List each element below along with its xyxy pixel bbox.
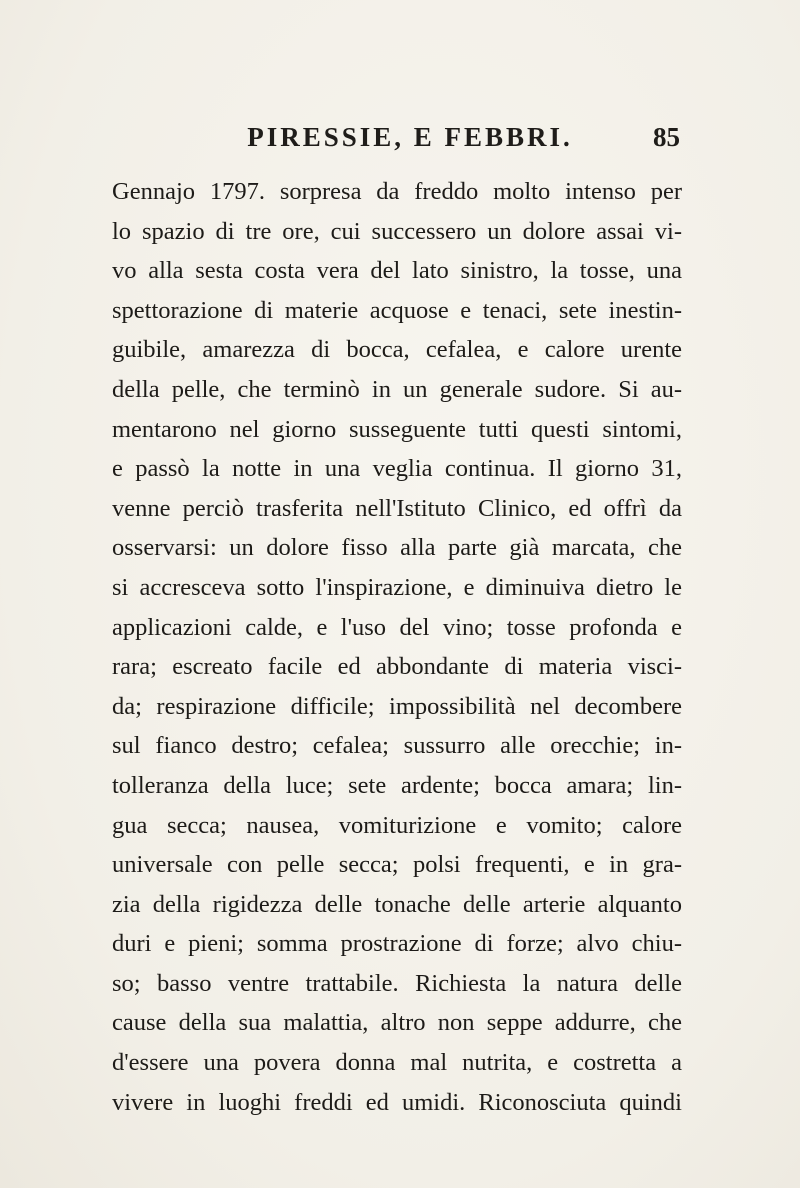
text-line: e passò la notte in una veglia continua. Il giorno 31, xyxy=(112,455,682,483)
text-line: spettorazione di materie acquose e tenaci, sete inestin- xyxy=(112,296,682,324)
text-line: venne perciò trasferita nell'Istituto Clinico, ed offrì da xyxy=(112,494,682,522)
body-text xyxy=(112,172,682,1122)
text-line: da; respirazione difficile; impossibilità nel decombere xyxy=(112,692,682,720)
text-line: vo alla sesta costa vera del lato sinistro, la tosse, una xyxy=(112,257,682,285)
text-line: sul fianco destro; cefalea; sussurro alle orecchie; in- xyxy=(112,732,682,760)
text-line: zia della rigidezza delle tonache delle arterie alquanto xyxy=(112,890,682,918)
page-number: 85 xyxy=(653,122,680,152)
text-line: Gennajo 1797. sorpresa da freddo molto intenso per xyxy=(112,178,682,205)
text-line: della pelle, che terminò in un generale sudore. Si au- xyxy=(112,375,682,403)
text-line: applicazioni calde, e l'uso del vino; tosse profonda e xyxy=(112,613,682,641)
text-line: so; basso ventre trattabile. Richiesta la natura delle xyxy=(112,969,682,997)
text-line: guibile, amarezza di bocca, cefalea, e calore urente xyxy=(112,336,682,364)
running-title: PIRESSIE, E FEBBRI. xyxy=(247,122,573,152)
text-line: osservarsi: un dolore fisso alla parte già marcata, che xyxy=(112,534,682,562)
text-line: rara; escreato facile ed abbondante di materia visci- xyxy=(112,653,682,681)
text-line: cause della sua malattia, altro non seppe addurre, che xyxy=(112,1009,682,1037)
text-line: vivere in luoghi freddi ed umidi. Riconosciuta quindi xyxy=(112,1088,682,1116)
text-line: tolleranza della luce; sete ardente; bocca amara; lin- xyxy=(112,771,682,799)
text-line: si accresceva sotto l'inspirazione, e diminuiva dietro le xyxy=(112,573,682,601)
text-line: universale con pelle secca; polsi frequenti, e in gra- xyxy=(112,851,682,879)
text-line: duri e pieni; somma prostrazione di forze; alvo chiu- xyxy=(112,930,682,958)
text-line: lo spazio di tre ore, cui successero un dolore assai vi- xyxy=(112,217,682,245)
text-line: d'essere una povera donna mal nutrita, e costretta a xyxy=(112,1049,682,1077)
page-header xyxy=(140,122,680,156)
text-line: mentarono nel giorno susseguente tutti questi sintomi, xyxy=(112,415,682,443)
text-line: gua secca; nausea, vomiturizione e vomito; calore xyxy=(112,811,682,839)
